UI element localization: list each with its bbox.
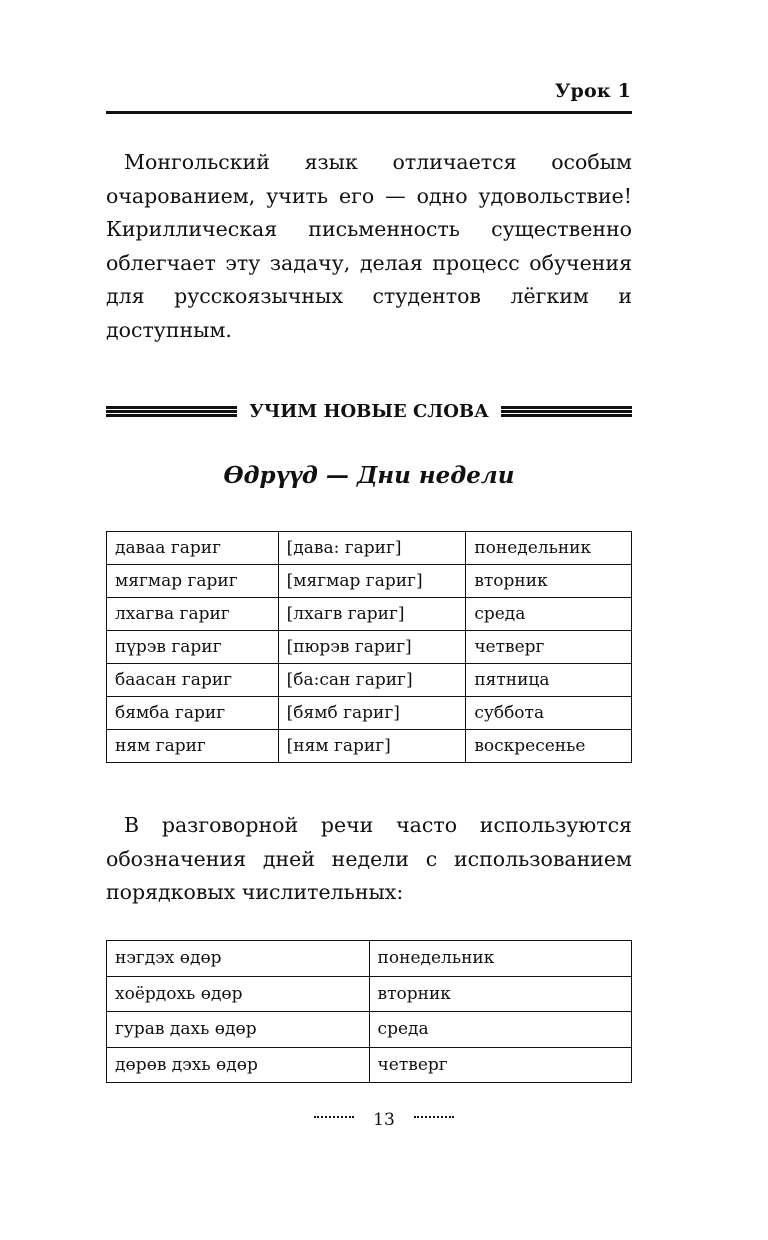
transcription-cell: [пюрэв гариг] [278, 631, 466, 664]
transcription-cell: [бямб гариг] [278, 697, 466, 730]
ordinal-intro-paragraph: В разговорной речи часто используются обозначения дней недели с использованием порядковых числительных: [106, 813, 632, 904]
russian-cell: вторник [369, 976, 631, 1012]
table-row [107, 941, 632, 977]
russian-cell: среда [466, 598, 632, 631]
russian-cell: понедельник [466, 532, 632, 565]
intro-paragraph: Монгольский язык отличается особым очарованием, учить его — одно удовольствие! Кириллическая письменность существенно облегчает эту задачу, делая процесс обучения для русскоязычных студентов лёгким и доступным. [106, 150, 632, 342]
russian-cell: четверг [466, 631, 632, 664]
mongolian-cell: лхагва гариг [107, 598, 279, 631]
table-row [107, 532, 632, 565]
transcription-cell: [ба:сан гариг] [278, 664, 466, 697]
table-row [107, 1012, 632, 1048]
mongolian-cell: дөрөв дэхь өдөр [107, 1047, 370, 1083]
header-rule [106, 111, 632, 114]
mongolian-cell: пүрэв гариг [107, 631, 279, 664]
transcription-cell: [лхагв гариг] [278, 598, 466, 631]
days-table [106, 531, 632, 763]
ordinal-days-table [106, 940, 632, 1083]
footer-dots-right [414, 1116, 454, 1118]
transcription-cell: [ням гариг] [278, 730, 466, 763]
russian-cell: суббота [466, 697, 632, 730]
table-row [107, 565, 632, 598]
mongolian-cell: баасан гариг [107, 664, 279, 697]
table-row [107, 664, 632, 697]
table-row [107, 976, 632, 1012]
section-banner-title: УЧИМ НОВЫЕ СЛОВА [249, 400, 489, 422]
banner-lines-left [106, 406, 237, 417]
mongolian-cell: ням гариг [107, 730, 279, 763]
section-banner [106, 396, 632, 426]
mongolian-cell: хоёрдохь өдөр [107, 976, 370, 1012]
mongolian-cell: нэгдэх өдөр [107, 941, 370, 977]
mongolian-cell: гурав дахь өдөр [107, 1012, 370, 1048]
table-row [107, 598, 632, 631]
russian-cell: вторник [466, 565, 632, 598]
mongolian-cell: мягмар гариг [107, 565, 279, 598]
page-footer [0, 1110, 768, 1130]
russian-cell: понедельник [369, 941, 631, 977]
mongolian-cell: даваа гариг [107, 532, 279, 565]
russian-cell: четверг [369, 1047, 631, 1083]
transcription-cell: [дава: гариг] [278, 532, 466, 565]
transcription-cell: [мягмар гариг] [278, 565, 466, 598]
table-row [107, 631, 632, 664]
russian-cell: среда [369, 1012, 631, 1048]
page-number: 13 [373, 1110, 395, 1130]
russian-cell: пятница [466, 664, 632, 697]
mongolian-cell: бямба гариг [107, 697, 279, 730]
table-row [107, 730, 632, 763]
banner-lines-right [501, 406, 632, 417]
footer-dots-left [314, 1116, 354, 1118]
table-row [107, 1047, 632, 1083]
section-subtitle: Өдрүүд — Дни недели [223, 462, 515, 489]
russian-cell: воскресенье [466, 730, 632, 763]
lesson-label: Урок 1 [554, 80, 631, 102]
table-row [107, 697, 632, 730]
